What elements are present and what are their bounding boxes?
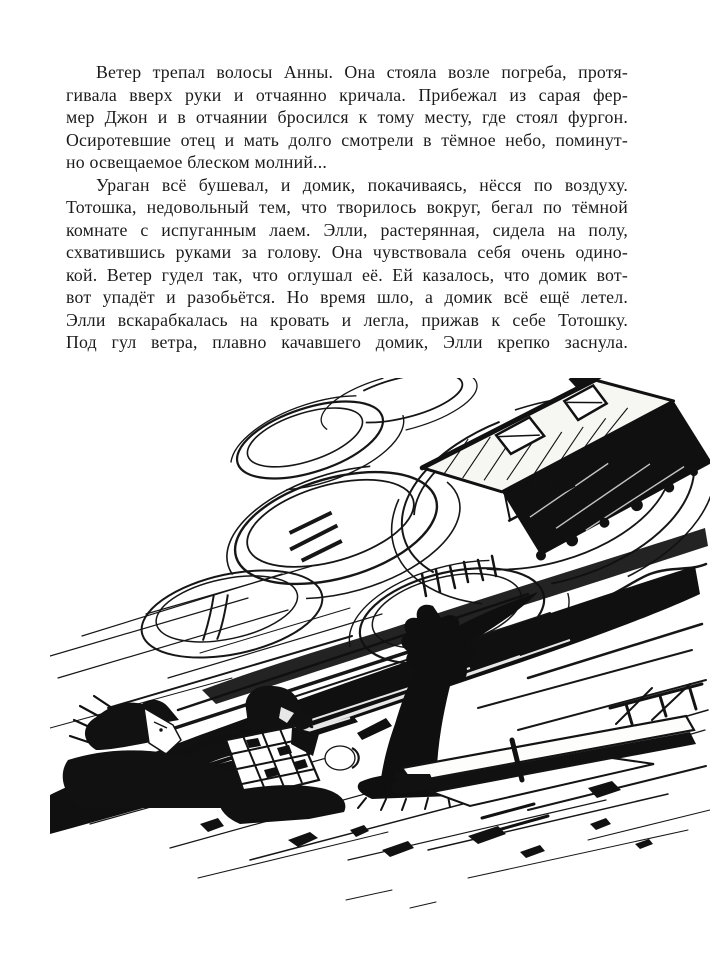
text-line: Ураган всё бушевал, и домик, покачиваясь, нёсся по воздуху.	[96, 174, 628, 195]
text-line: мер Джон и в отчаянии бросился к тому месту, где стоял фургон.	[66, 107, 628, 127]
tornado-house-illustration	[50, 378, 710, 943]
john-legs	[219, 785, 345, 824]
text-line: вот упадёт и разобьётся. Но время шло, а домик всё ещё летел.	[66, 287, 628, 307]
text-line: гивала вверх руки и отчаянно кричала. Прибежал из сарая фер-	[66, 84, 628, 105]
text-line: Ветер трепал волосы Анны. Она стояла возле погреба, протя-	[96, 62, 628, 82]
text-line: но освещаемое блеском молний...	[66, 152, 327, 172]
text-line: Тотошка, недовольный тем, что творилось вокруг, бегал по тёмной	[66, 197, 628, 217]
text-line: Осиротевшие отец и мать долго смотрели в тёмное небо, поминут-	[66, 129, 628, 150]
text-line: Элли вскарабкалась на кровать и легла, прижав к себе Тотошку.	[66, 309, 628, 330]
text-line: Под гул ветра, плавно качавшего домик, Элли крепко заснула.	[66, 332, 628, 352]
text-line: кой. Ветер гудел так, что оглушал её. Ей казалось, что домик вот-	[66, 264, 628, 285]
text-line: комнате с испуганным лаем. Элли, растерянная, сидела на полу,	[66, 219, 628, 240]
text-block	[66, 61, 628, 354]
upturned-face	[325, 746, 359, 770]
text-line: схватившись руками за голову. Она чувствовала себя очень одино-	[66, 242, 628, 262]
